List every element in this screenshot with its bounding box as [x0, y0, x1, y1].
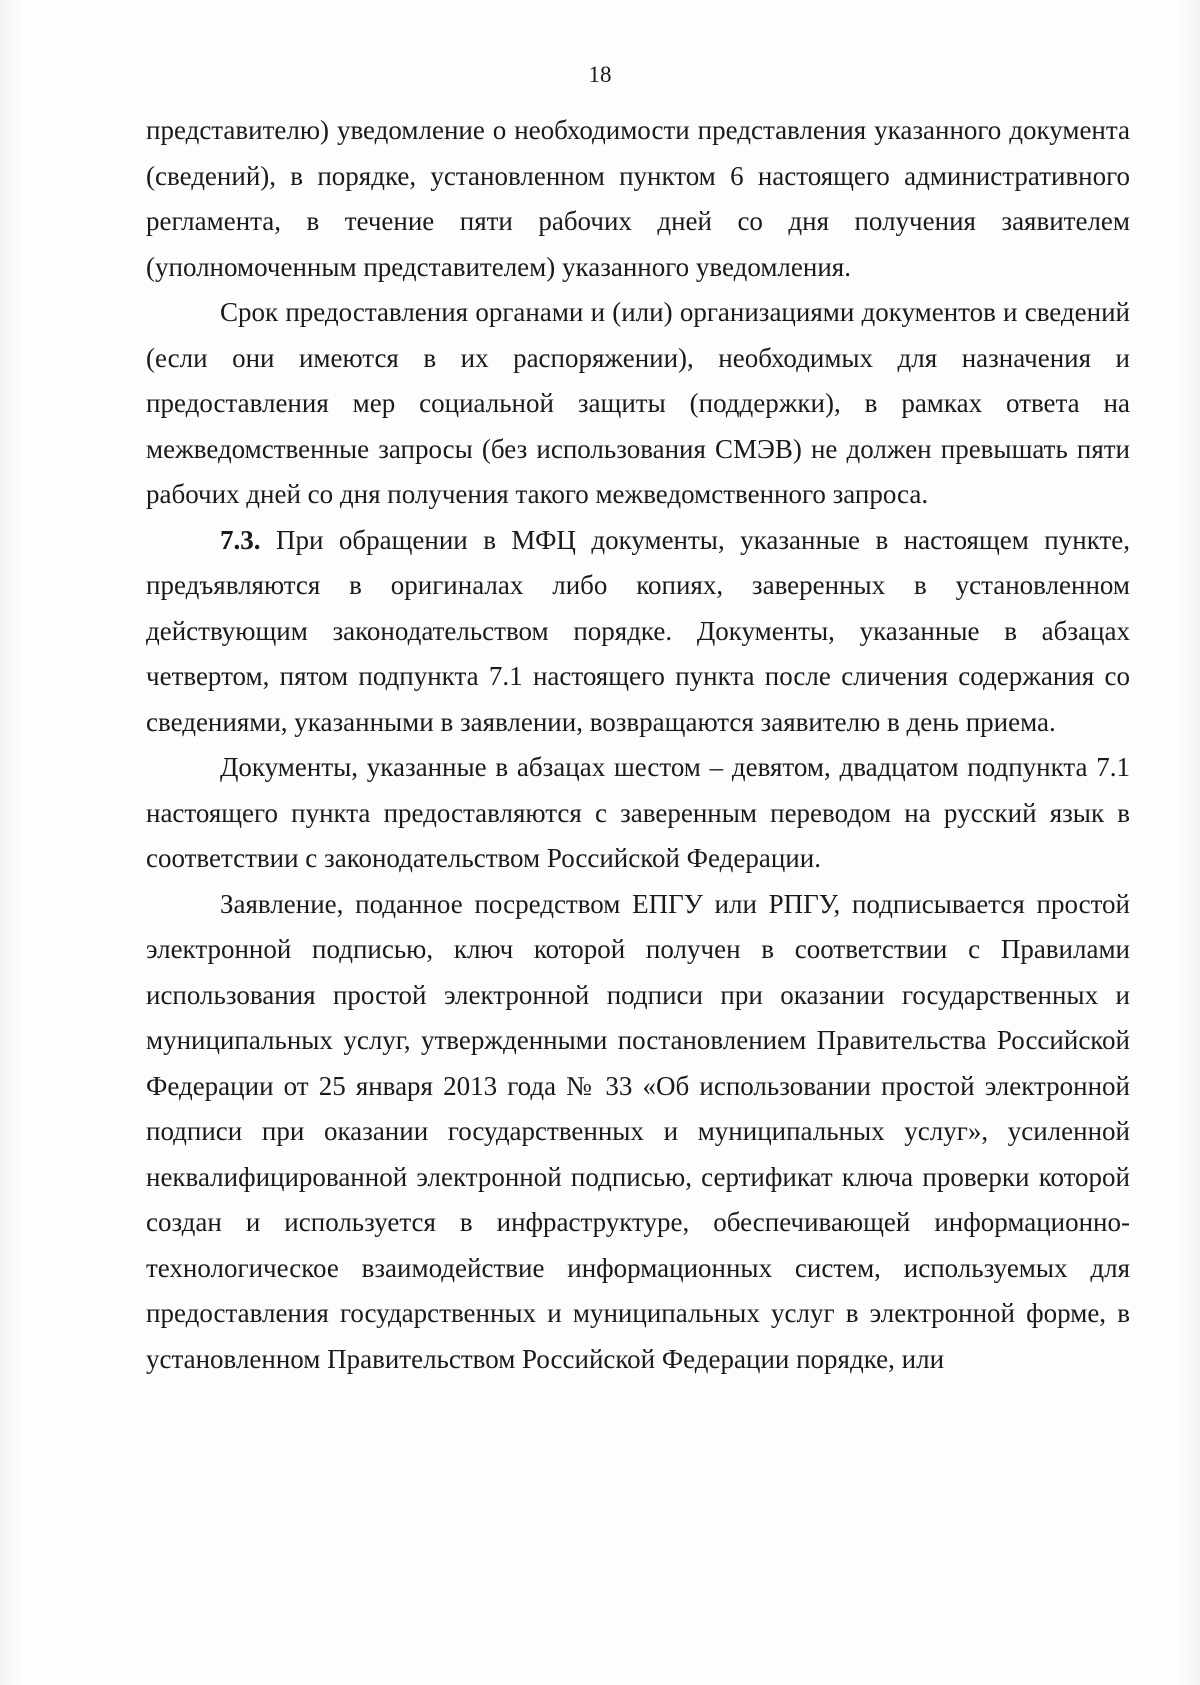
paragraph-electronic-signature — [146, 882, 1130, 1383]
clause-number: 7.3. — [220, 524, 261, 555]
paragraph-text: Документы, указанные в абзацах шестом – девятом, двадцатом подпункта 7.1 настоящего пункта предоставляются с заверенным переводом на русский язык в соответствии с законодательством Российской Федерации. — [146, 752, 1130, 873]
paragraph-translation — [146, 745, 1130, 882]
page-number: 18 — [588, 62, 612, 87]
paragraph-text: представителю) уведомление о необходимости представления указанного документа (сведений), в порядке, установленном пунктом 6 настоящего административного регламента, в течение пяти рабочих дней со дня получения заявителем (уполномоченным представителем) указанного уведомления. — [146, 115, 1130, 282]
paragraph-continuation — [146, 108, 1130, 290]
document-body — [146, 108, 1130, 1382]
paragraph-text: Заявление, поданное посредством ЕПГУ или РПГУ, подписывается простой электронной подписью, ключ которой получен в соответствии с Правилами использования простой электронной подписи при оказании государственных и муниципальных услуг, утвержденными постановлением Правительства Российской Федерации от 25 января 2013 года № 33 «Об использовании простой электронной подписи при оказании государственных и муниципальных услуг», усиленной неквалифицированной электронной подписью, сертификат ключа проверки которой создан и используется в инфраструктуре, обеспечивающей информационно-технологическое взаимодействие информационных систем, используемых для предоставления государственных и муниципальных услуг в электронной форме, в установленном Правительством Российской Федерации порядке, или — [146, 888, 1130, 1374]
paragraph-text: Срок предоставления органами и (или) организациями документов и сведений (если они имеются в их распоряжении), необходимых для назначения и предоставления мер социальной защиты (поддержки), в рамках ответа на межведомственные запросы (без использования СМЭВ) не должен превышать пяти рабочих дней со дня получения такого межведомственного запроса. — [146, 297, 1130, 509]
scan-edge-right — [1178, 0, 1200, 1685]
paragraph-deadline — [146, 290, 1130, 518]
scan-edge-left — [0, 0, 22, 1685]
paragraph-clause-7-3 — [146, 518, 1130, 746]
paragraph-text: При обращении в МФЦ документы, указанные в настоящем пункте, предъявляются в оригиналах либо копиях, заверенных в установленном действующим законодательством порядке. Документы, указанные в абзацах четвертом, пятом подпункта 7.1 настоящего пункта после сличения содержания со сведениями, указанными в заявлении, возвращаются заявителю в день приема. — [146, 524, 1130, 737]
